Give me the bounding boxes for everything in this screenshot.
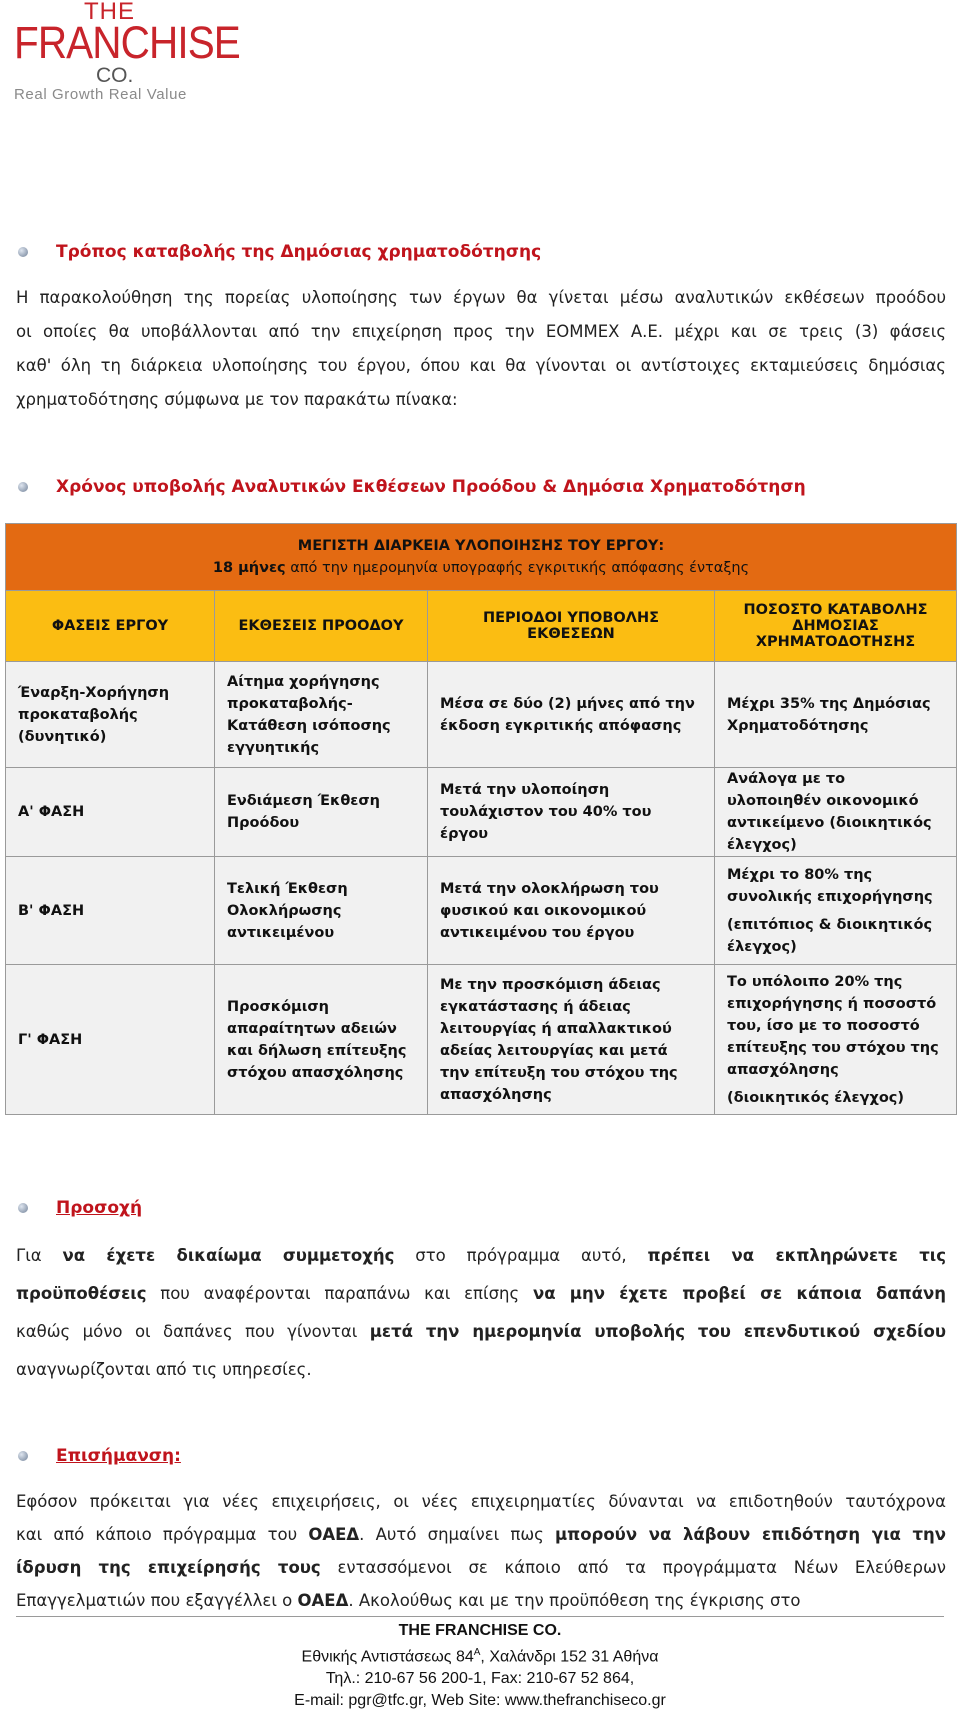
logo-tagline: Real Growth Real Value (14, 86, 187, 103)
section-payment-heading (18, 242, 541, 262)
logo-line-the: THE (84, 0, 135, 25)
table-row (6, 857, 957, 965)
section-heading-text: Χρόνος υποβολής Αναλυτικών Εκθέσεων Προόδου & Δημόσια Χρηματοδότηση (56, 477, 806, 497)
bullet-icon (18, 247, 28, 257)
paragraph-line (16, 1313, 946, 1351)
text-run: που αναφέρονται παραπάνω και επίσης (146, 1284, 533, 1303)
table-title-cell (6, 524, 957, 591)
phase-cell: Έναρξη-Χορήγηση προκαταβολής (δυνητικό) (6, 662, 215, 768)
section-heading-text: Προσοχή (56, 1198, 143, 1218)
table-row (6, 965, 957, 1115)
paragraph-line (16, 1518, 946, 1551)
paragraph-line (16, 1237, 946, 1275)
text-run: . Αυτό σημαίνει πως (359, 1525, 555, 1544)
text-run-bold: προϋποθέσεις (16, 1284, 147, 1303)
paragraph-line: Εφόσον πρόκειται για νέες επιχειρήσεις, οι νέες επιχειρηματίες δύνανται να επιδοτηθούν ταυτόχρονα (16, 1492, 946, 1511)
report-cell: Τελική Έκθεση Ολοκλήρωσης αντικειμένου (215, 857, 428, 965)
phases-table (5, 523, 957, 1115)
paragraph-line (16, 1275, 946, 1313)
table-duration-bold: 18 μήνες (212, 560, 286, 576)
column-header: ΠΟΣΟΣΤΟ ΚΑΤΑΒΟΛΗΣ ΔΗΜΟΣΙΑΣ ΧΡΗΜΑΤΟΔΟΤΗΣΗΣ (715, 591, 957, 662)
text-run: Επαγγελματιών που εξαγγέλλει ο (16, 1591, 298, 1610)
logo-line-franchise: FRANCHISE (14, 17, 240, 68)
period-cell: Μετά την ολοκλήρωση του φυσικού και οικονομικού αντικειμένου του έργου (428, 857, 715, 965)
address-suffix: Α (473, 1647, 481, 1658)
paragraph-line: αναγνωρίζονται από τις υπηρεσίες. (16, 1360, 312, 1379)
percent-cell (715, 857, 957, 965)
table-row (6, 662, 957, 768)
footer-contact: E-mail: pgr@tfc.gr, Web Site: www.thefranchiseco.gr (294, 1692, 666, 1710)
period-cell: Μέσα σε δύο (2) μήνες από την έκδοση εγκριτικής απόφασης (428, 662, 715, 768)
report-cell: Προσκόμιση απαραίτητων αδειών και δήλωση επίτευξης στόχου απασχόλησης (215, 965, 428, 1115)
section-heading-text: Επισήμανση: (56, 1446, 181, 1466)
address-street: Εθνικής Αντιστάσεως 84 (301, 1648, 474, 1666)
text-run-bold: να μην έχετε προβεί σε κάποια δαπάνη (532, 1284, 946, 1303)
text-run-bold: ΟΑΕΔ (308, 1525, 360, 1544)
footer-address (0, 1642, 960, 1668)
paragraph-line: καθ' όλη τη διάρκεια υλοποίησης του έργου, όπου και θα γίνονται οι αντίστοιχες εκταμιεύσεις δημόσιας (16, 356, 946, 375)
phase-cell: Γ' ΦΑΣΗ (6, 965, 215, 1115)
table-duration-rest: από την ημερομηνία υπογραφής εγκριτικής απόφασης ένταξης (285, 560, 750, 576)
page-footer (0, 1620, 960, 1712)
footer-divider (16, 1616, 944, 1617)
bullet-icon (18, 482, 28, 492)
section-heading-text: Τρόπος καταβολής της Δημόσιας χρηματοδότησης (56, 242, 542, 262)
text-run: και από κάποιο πρόγραμμα του (16, 1525, 309, 1544)
percent-cell (715, 965, 957, 1115)
percent-text: Το υπόλοιπο 20% της επιχορήγησης ή ποσοστό του, ίσο με το ποσοστό επίτευξης του στόχου της απασχόλησης (727, 973, 939, 1078)
section-payment-paragraph (16, 281, 946, 417)
text-run-bold: πρέπει να εκπληρώνετε τις (647, 1246, 946, 1265)
percent-cell: Μέχρι 35% της Δημόσιας Χρηματοδότησης (715, 662, 957, 768)
section-remark-heading (18, 1446, 181, 1466)
percent-text: Μέχρι το 80% της συνολικής επιχορήγησης (727, 866, 933, 905)
bullet-icon (18, 1203, 28, 1213)
column-header: ΦΑΣΕΙΣ ΕΡΓΟΥ (6, 591, 215, 662)
text-run: Για (16, 1246, 63, 1265)
table-title: ΜΕΓΙΣΤΗ ΔΙΑΡΚΕΙΑ ΥΛΟΠΟΙΗΣΗΣ ΤΟΥ ΕΡΓΟΥ: (297, 538, 665, 554)
period-cell: Μετά την υλοποίηση τουλάχιστον του 40% του έργου (428, 768, 715, 857)
paragraph-line: χρηματοδότησης σύμφωνα με τον παρακάτω πίνακα: (16, 390, 458, 409)
section-schedule-heading (18, 477, 806, 497)
text-run: εντασσόμενοι σε κάποιο από τα προγράμματα Νέων Ελεύθερων (320, 1558, 946, 1577)
paragraph-line (16, 1551, 946, 1584)
footer-phone: Τηλ.: 210-67 56 200-1, Fax: 210-67 52 864, (325, 1670, 635, 1688)
percent-cell: Ανάλογα με το υλοποιηθέν οικονομικό αντικείμενο (διοικητικός έλεγχος) (715, 768, 957, 857)
text-run-bold: ίδρυση της επιχείρησής τους (16, 1558, 321, 1577)
text-run: καθώς μόνο οι δαπάνες που γίνονται (16, 1322, 370, 1341)
report-cell: Ενδιάμεση Έκθεση Προόδου (215, 768, 428, 857)
paragraph-line: οι οποίες θα υποβάλλονται από την επιχείρηση προς την ΕΟΜΜΕΧ Α.Ε. μέχρι και σε τρεις (3) φάσεις (16, 322, 946, 341)
table-duration (18, 560, 944, 576)
bullet-icon (18, 1451, 28, 1461)
phase-cell: Β' ΦΑΣΗ (6, 857, 215, 965)
column-header: ΠΕΡΙΟΔΟΙ ΥΠΟΒΟΛΗΣ ΕΚΘΕΣΕΩΝ (428, 591, 715, 662)
text-run-bold: μετά την ημερομηνία υποβολής του επενδυτικού σχεδίου (369, 1322, 947, 1341)
period-cell: Με την προσκόμιση άδειας εγκατάστασης ή άδειας λειτουργίας ή απαλλακτικού αδείας λειτουργίας και μετά την επίτευξη του στόχου της απασχόλησης (428, 965, 715, 1115)
footer-company: THE FRANCHISE CO. (398, 1622, 562, 1639)
section-attention-heading (18, 1198, 142, 1218)
section-attention-paragraph (16, 1237, 946, 1389)
report-cell: Αίτημα χορήγησης προκαταβολής- Κατάθεση ισόποσης εγγυητικής (215, 662, 428, 768)
text-run-bold: μπορούν να λάβουν επιδότηση για την (555, 1525, 947, 1544)
table-row (6, 768, 957, 857)
company-logo (14, 0, 240, 108)
control-note: (επιτόπιος & διοικητικός έλεγχος) (727, 916, 933, 955)
paragraph-line: Η παρακολούθηση της πορείας υλοποίησης των έργων θα γίνεται μέσω αναλυτικών εκθέσεων προόδου (16, 288, 946, 307)
column-header: ΕΚΘΕΣΕΙΣ ΠΡΟΟΔΟΥ (215, 591, 428, 662)
paragraph-line (16, 1584, 946, 1617)
logo-line-co: CO. (96, 64, 134, 87)
section-remark-paragraph (16, 1485, 946, 1617)
text-run-bold: να έχετε δικαίωμα συμμετοχής (62, 1246, 395, 1265)
text-run-bold: ΟΑΕΔ (297, 1591, 349, 1610)
text-run: . Ακολούθως και με την προϋπόθεση της έγκρισης στο (348, 1591, 801, 1610)
address-city: , Χαλάνδρι 152 31 Αθήνα (480, 1648, 659, 1666)
control-note: (διοικητικός έλεγχος) (727, 1089, 905, 1106)
text-run: στο πρόγραμμα αυτό, (394, 1246, 648, 1265)
phase-cell: Α' ΦΑΣΗ (6, 768, 215, 857)
